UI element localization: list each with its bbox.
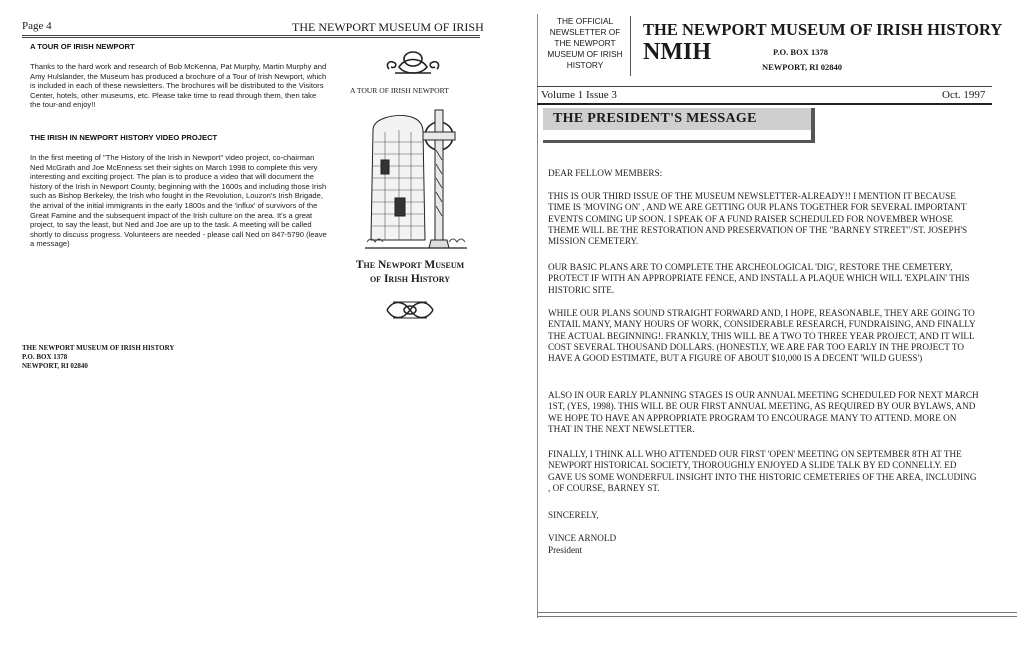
tour-body: Thanks to the hard work and research of Bob McKenna, Pat Murphy, Martin Murphy and Amy Hulslander, the Museum has produced a brochure of a Tour of Irish Newport, which is included in each of these newsletters. The brochures will be distributed to the Visitors Center, hotels, other museums, etc. Please take time to read through them, then take the tour-and enjoy!!: [30, 62, 327, 110]
official-box-line: HISTORY: [566, 60, 604, 70]
letter-paragraph: FINALLY, I THINK ALL WHO ATTENDED OUR FIRST 'OPEN' MEETING ON SEPTEMBER 8TH AT THE NEWPORT HISTORICAL SOCIETY, THOROUGHLY ENJOYED A SLIDE TALK BY ED CONNELLY. ED GAVE US SOME WONDERFUL INSIGHT INTO THE HISTORIC CEMETERIES OF THE AREA, INCLUDING , OF COURSE, BARNEY ST.: [548, 449, 977, 493]
letter-paragraph: OUR BASIC PLANS ARE TO COMPLETE THE ARCHEOLOGICAL 'DIG', RESTORE THE CEMETERY, PROTECT IF WITH AN APPROPRIATE FENCE, AND INSTALL A PLAQUE WHICH WILL 'EXPLAIN' THIS HISTORIC SITE.: [548, 262, 970, 295]
page-number: Page 4: [22, 20, 52, 32]
official-box-line: NEWSLETTER OF: [549, 27, 621, 37]
official-newsletter-box: [540, 16, 631, 76]
celtic-scroll-ornament-icon: [383, 296, 437, 324]
round-tower-celtic-cross-illustration: [365, 102, 467, 252]
signer-title: President: [548, 545, 583, 555]
official-box-line: MUSEUM OF IRISH: [547, 49, 623, 59]
left-header-rule-2: [22, 37, 480, 38]
letter-closing: SINCERELY,: [548, 510, 599, 520]
footer-rule: [537, 612, 1017, 613]
issue-date: Oct. 1997: [942, 89, 986, 101]
official-box-line: THE NEWPORT: [554, 38, 616, 48]
masthead-title: THE NEWPORT MUSEUM OF IRISH HISTORY: [643, 20, 1003, 39]
left-header-title: THE NEWPORT MUSEUM OF IRISH: [292, 20, 484, 34]
left-header-rule: [22, 35, 480, 36]
address-line: THE NEWPORT MUSEUM OF IRISH HISTORY: [22, 344, 175, 352]
museum-name-block: [345, 258, 475, 286]
masthead-po-box: P.O. BOX 1378: [773, 47, 828, 57]
section-title: THE PRESIDENT'S MESSAGE: [553, 111, 757, 126]
address-line: NEWPORT, RI 02840: [22, 362, 88, 370]
address-line: P.O. BOX 1378: [22, 353, 68, 361]
issue-volume: Volume 1 Issue 3: [541, 89, 617, 101]
masthead-rule: [537, 86, 992, 87]
video-heading: THE IRISH IN NEWPORT HISTORY VIDEO PROJECT: [30, 133, 218, 142]
museum-name-line1: The Newport Museum: [355, 259, 465, 271]
letter-greeting: DEAR FELLOW MEMBERS:: [548, 168, 663, 178]
museum-name-line2: of Irish History: [369, 273, 451, 285]
illustration-caption: A TOUR OF IRISH NEWPORT: [350, 86, 449, 95]
masthead-city: NEWPORT, RI 02840: [762, 62, 843, 72]
official-box-line: THE OFFICIAL: [556, 16, 614, 26]
footer-rule-2: [537, 616, 1017, 617]
section-title-banner: [543, 108, 815, 143]
tour-heading: A TOUR OF IRISH NEWPORT: [30, 42, 135, 51]
issue-rule: [537, 103, 992, 105]
left-mailing-address: [22, 344, 174, 371]
letter-paragraph: WHILE OUR PLANS SOUND STRAIGHT FORWARD AND, I HOPE, REASONABLE, THEY ARE GOING TO ENTAIL MANY, MANY HOURS OF WORK, CONSIDERABLE RESEARCH, FUNDRAISING, AND FINALLY THE ACTUAL BEGINNING!. FRANKLY, THIS WILL BE A TWO TO THREE YEAR PROJECT, AND IT WILL COST SEVERAL THOUSAND DOLLARS. (HONESTLY, WE ARE FAR TOO EARLY IN THE PROJECT TO HAVE A GOOD ESTIMATE, BUT A FIGURE OF ABOUT $10,000 IS A DECENT 'WILD GUESS'): [548, 308, 976, 364]
letter-paragraph: ALSO IN OUR EARLY PLANNING STAGES IS OUR ANNUAL MEETING SCHEDULED FOR NEXT MARCH 1ST, (YES, 1998). THIS WILL BE OUR FIRST ANNUAL MEETING, AS REQUIRED BY OUR BYLAWS, AND WE HOPE TO HAVE AN APPROPRIATE PROGRAM TO ENCOURAGE MANY TO ATTEND. MORE ON THAT IN THE NEXT NEWSLETTER.: [548, 390, 979, 434]
celtic-knot-ornament-icon: [383, 47, 443, 79]
video-body: In the first meeting of "The History of the Irish in Newport" video project, co-chairman Ned McGrath and Joe McEnness set their sights on March 1998 to complete this very interesting and exciting project. The plan is to produce a video that will document the history of the Irish in Newport County, beginning with the 1600s and including those Irish such as Bishop Berkeley, the Irish who fought in the Revolution, Louzon's Irish Brigade, the arrival of the initial immigrants in the early 1800s and the 'influx' of survivors of the Great Famine and the subsequent impact of the Irish culture on the area. It's a great project, to say the least, but Ned and Joe are up to the task. A meeting will be called shortly to discuss progress. Volunteers are needed - please call Ned on 847-5790 (leave a message): [30, 153, 327, 249]
letter-paragraph: THIS IS OUR THIRD ISSUE OF THE MUSEUM NEWSLETTER-ALREADY!! I MENTION IT BECAUSE TIME IS 'MOVING ON' , AND WE ARE GETTING OUR PLANS TOGETHER FOR SEVERAL IMPORTANT EVENTS COMING UP SOON. I SPEAK OF A FUND RAISER SCHEDULED FOR NOVEMBER WHOSE THEME WILL BE THE RESTORATION AND PRESERVATION OF THE "BARNEY STREET"/ST. JOSEPH'S MISSION CEMETERY.: [548, 191, 968, 247]
masthead-abbreviation: NMIH: [643, 39, 711, 65]
signer-name: VINCE ARNOLD: [548, 533, 617, 543]
